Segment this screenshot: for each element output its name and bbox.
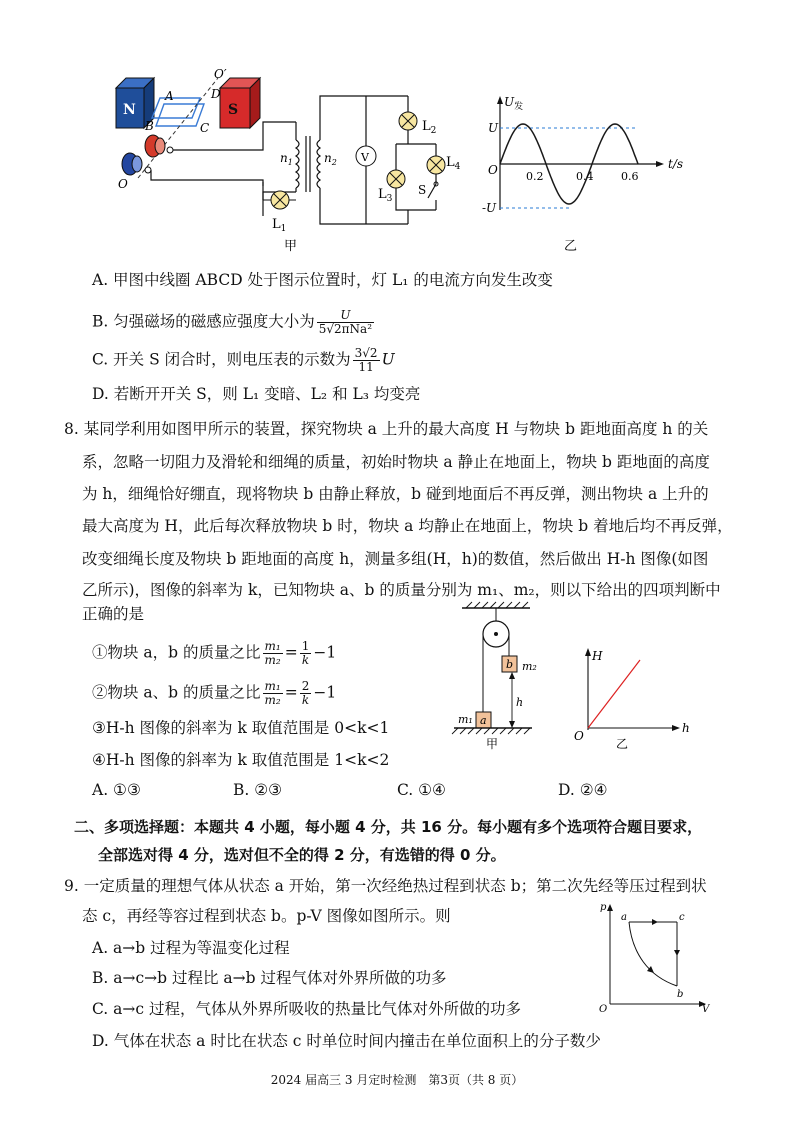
q8-s1-knum: 1 [301, 639, 310, 653]
q9-option-d[interactable]: D. 气体在状态 a 时比在状态 c 时单位时间内撞击在单位面积上的分子数少 [92, 1032, 601, 1050]
label-V: V [702, 1004, 710, 1015]
label-m2: m₂ [522, 660, 537, 673]
tick-0-4: 0.4 [576, 170, 594, 183]
label-n1: $n_1$ [280, 151, 293, 167]
q8-line-4: 最大高度为 H，此后每次释放物块 b 时，物块 a 均静止在地面上，物块 b 着地后均不再反弹， [82, 517, 733, 535]
label-O-hh: O [574, 729, 584, 743]
q8-s1-k-fraction [300, 640, 312, 667]
q8-s2-mass-fraction [263, 680, 283, 707]
q8-s2-fden: m₂ [264, 693, 281, 707]
magnet-s [220, 78, 260, 128]
q8-s2-kden: k [301, 693, 310, 707]
section2-heading-1: 二、多项选择题：本题共 4 小题，每小题 4 分，共 16 分。每小题有多个选项符合题目要求， [74, 818, 703, 836]
q7-option-b-text: B. 匀强磁场的磁感应强度大小为 [92, 312, 315, 331]
transformer [296, 96, 408, 224]
q7-option-b[interactable] [92, 309, 376, 336]
q8-s2-fnum: m₁ [264, 679, 281, 693]
tick-0-2: 0.2 [526, 170, 544, 183]
label-m1: m₁ [458, 713, 473, 726]
q9-line-2: 态 c，再经等容过程到状态 b。p-V 图像如图所示。则 [82, 907, 451, 925]
graph-xlabel: t/s [668, 157, 684, 171]
label-s: S [228, 102, 239, 118]
label-block-a: a [480, 714, 487, 727]
slip-rings [122, 135, 173, 175]
q8-s2-text: ②物块 a、b 的质量之比 [92, 683, 261, 702]
label-l3: $L_3$ [378, 187, 393, 204]
label-state-b: b [677, 989, 684, 1000]
q9-option-b[interactable]: B. a→c→b 过程比 a→b 过程气体对外界所做的功多 [92, 969, 447, 987]
caption-yi-top: 乙 [564, 239, 578, 254]
q7-b-den: 5√2πNa² [318, 322, 373, 336]
label-h: h [516, 696, 524, 709]
label-l4: $L_4$ [446, 155, 461, 172]
label-o: O [118, 177, 128, 191]
caption-yi-hh: 乙 [616, 737, 629, 751]
figure-pulley [450, 600, 700, 750]
graph-ylabel: $U_发$ [504, 95, 524, 112]
label-H-axis: H [592, 649, 603, 663]
coil-abcd [152, 98, 204, 126]
q8-statement-2 [92, 680, 336, 707]
q8-choice-b[interactable]: B. ②③ [233, 781, 283, 799]
q8-line-6: 乙所示)，图像的斜率为 k，已知物块 a、b 的质量分别为 m₁、m₂，则以下给出的四项判断中 [82, 581, 721, 599]
q8-choice-d[interactable]: D. ②④ [558, 781, 608, 799]
q8-line-1: 8. 某同学利用如图甲所示的装置，探究物块 a 上升的最大高度 H 与物块 b 距地面高度 h 的关 [64, 420, 709, 438]
q8-statement-4: ④H-h 图像的斜率为 k 取值范围是 1<k<2 [92, 751, 390, 769]
q8-line-5: 改变细绳长度及物块 b 距地面的高度 h，测量多组(H，h)的数值，然后做出 H-h 图像(如图 [82, 550, 709, 568]
q8-s1-fden: m₂ [264, 653, 281, 667]
graph-origin: O [488, 163, 498, 177]
q9-option-a[interactable]: A. a→b 过程为等温变化过程 [92, 939, 290, 957]
q7-b-num: U [317, 309, 374, 323]
q7-option-d[interactable]: D. 若断开开关 S，则 L₁ 变暗、L₂ 和 L₃ 均变亮 [92, 385, 421, 403]
label-l2: $L_2$ [422, 119, 437, 136]
label-h-axis: h [682, 721, 690, 735]
q8-statement-3: ③H-h 图像的斜率为 k 取值范围是 0<k<1 [92, 719, 390, 737]
label-origin-pv: O [599, 1004, 608, 1015]
tick-0-6: 0.6 [621, 170, 639, 183]
q8-line-2: 系，忽略一切阻力及滑轮和细绳的质量，初始时物块 a 静止在地面上，物块 b 距地面的高度 [82, 453, 710, 471]
label-state-c: c [679, 912, 685, 923]
label-l1: $L_1$ [272, 217, 287, 234]
q7-option-a[interactable]: A. 甲图中线圈 ABCD 处于图示位置时，灯 L₁ 的电流方向发生改变 [92, 271, 553, 289]
q8-s1-text: ①物块 a，b 的质量之比 [92, 643, 261, 662]
label-b: B [145, 119, 154, 133]
q8-s2-knum: 2 [301, 679, 310, 693]
section2-heading-2: 全部选对得 4 分，选对但不全的得 2 分，有选错的得 0 分。 [98, 846, 506, 864]
page-footer: 2024 届高三 3 月定时检测 第3页（共 8 页） [270, 1073, 524, 1087]
label-s-switch: S [418, 183, 427, 197]
lamp-l1 [263, 191, 296, 209]
q8-s1-eq: = [284, 643, 298, 662]
q8-s2-tail: −1 [313, 683, 337, 702]
q9-option-c[interactable]: C. a→c 过程，气体从外界所吸收的热量比气体对外所做的功多 [92, 1000, 521, 1018]
h-h-line [588, 660, 640, 728]
q8-line-7: 正确的是 [82, 605, 145, 623]
q7-c-post: U [381, 350, 395, 369]
graph-neg-u: -U [482, 201, 497, 215]
q8-s2-k-fraction [300, 680, 312, 707]
lamp-l4 [427, 156, 445, 174]
label-c: C [200, 121, 210, 135]
figure-generator-circuit [108, 60, 684, 260]
path-a-to-b-adiabat [629, 922, 677, 986]
q7-c-den: 11 [358, 360, 374, 374]
label-v: V [361, 151, 369, 164]
q8-choice-c[interactable]: C. ①④ [397, 781, 446, 799]
q9-line-1: 9. 一定质量的理想气体从状态 a 开始，第一次经绝热过程到状态 b；第二次先经等压过程到状 [64, 877, 707, 895]
q7-option-c-text: C. 开关 S 闭合时，则电压表的示数为 [92, 350, 351, 369]
graph-pos-u: U [488, 121, 499, 135]
label-p: p [600, 902, 607, 913]
caption-jia-pulley: 甲 [486, 737, 499, 751]
lamp-l2 [399, 112, 417, 130]
label-o-prime: O′ [214, 67, 227, 81]
q8-s1-tail: −1 [313, 643, 337, 662]
q8-line-3: 为 h，细绳恰好绷直，现将物块 b 由静止释放，b 碰到地面后不再反弹，测出物块 a 上升的 [82, 485, 709, 503]
q7-option-c[interactable] [92, 347, 395, 374]
q8-s1-mass-fraction [263, 640, 283, 667]
lamp-l3 [387, 170, 405, 188]
label-n: N [123, 102, 136, 118]
caption-jia-top: 甲 [284, 239, 298, 254]
q7-b-fraction [317, 309, 374, 336]
label-state-a: a [621, 912, 627, 923]
q7-c-fraction [353, 347, 380, 374]
label-n2: $n_2$ [324, 151, 337, 167]
q8-s1-fnum: m₁ [264, 639, 281, 653]
voltmeter [356, 96, 376, 224]
graph-voltage [482, 95, 683, 215]
q8-s1-kden: k [301, 653, 310, 667]
label-d: D [211, 87, 221, 101]
q7-c-num: 3√2 [354, 346, 378, 360]
label-block-b: b [506, 658, 514, 671]
figure-pv-diagram [596, 898, 716, 1016]
q8-s2-eq: = [284, 683, 298, 702]
label-a: A [165, 89, 174, 103]
q8-choice-a[interactable]: A. ①③ [92, 781, 141, 799]
q8-statement-1 [92, 640, 336, 667]
